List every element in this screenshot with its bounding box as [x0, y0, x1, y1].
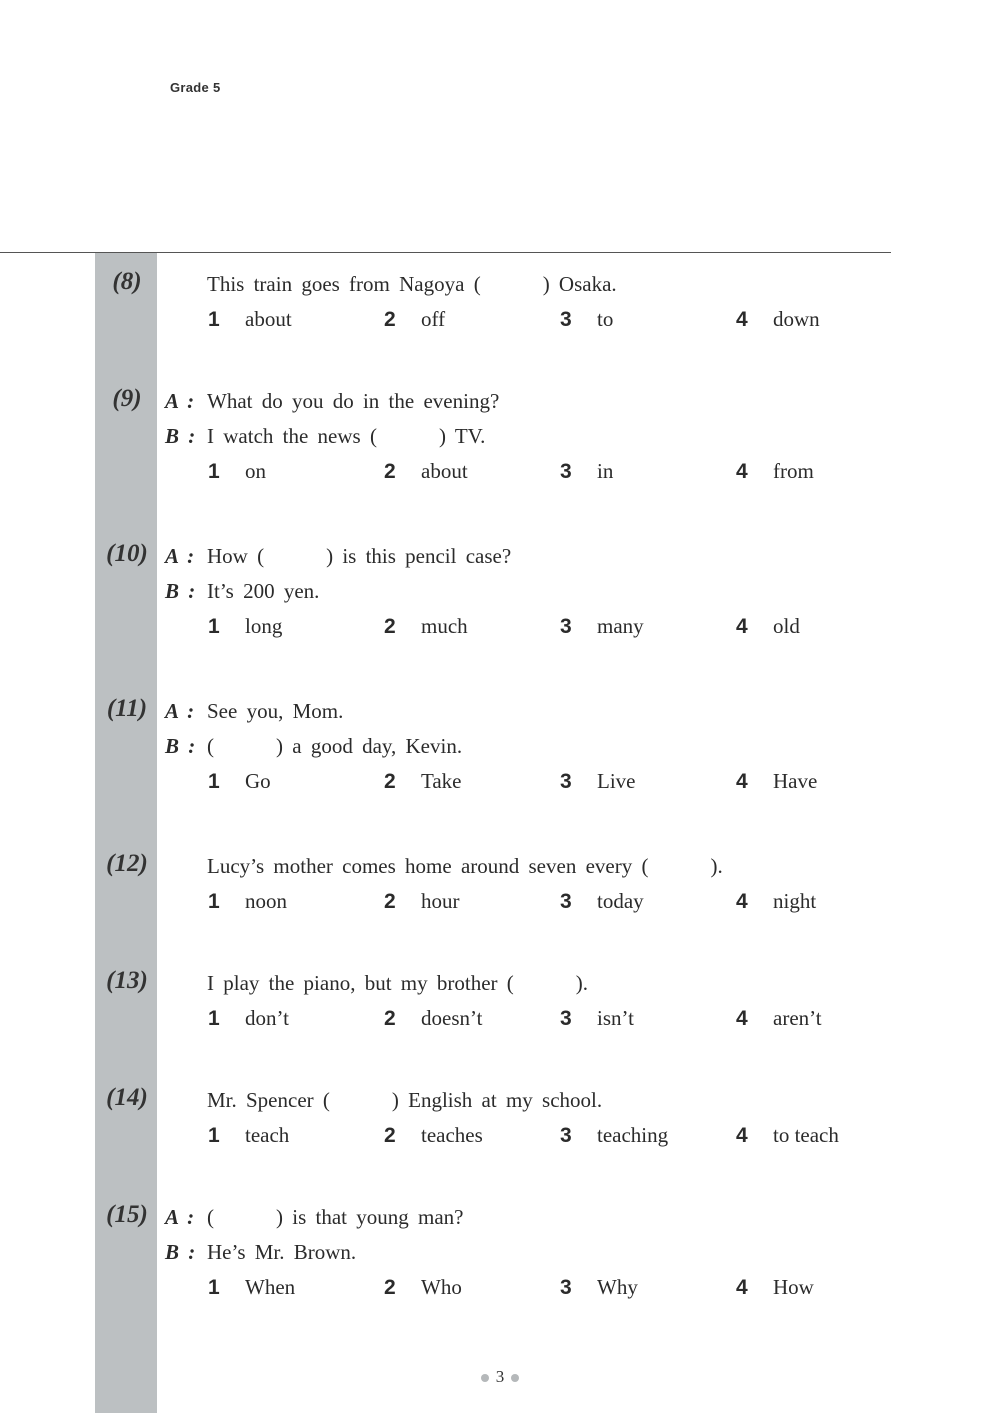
choice-text: in: [597, 459, 614, 483]
answer-choice: [384, 889, 460, 914]
question-line: [165, 1240, 356, 1270]
choice-text: to: [597, 307, 614, 331]
choice-text: old: [773, 614, 800, 638]
answer-choice: [384, 614, 468, 639]
choice-number: 1: [208, 308, 220, 331]
choice-text: Go: [245, 769, 271, 793]
answer-choice: [208, 459, 266, 484]
speaker-label: A :: [165, 1205, 195, 1229]
line-text: What do you do in the evening?: [207, 389, 500, 413]
choice-text: much: [421, 614, 468, 638]
answer-choice: [384, 459, 468, 484]
question-line: [165, 854, 723, 884]
answer-choice: [736, 1006, 822, 1031]
choice-number: 1: [208, 460, 220, 483]
line-text-after-blank: ).: [710, 854, 723, 878]
choice-number: 4: [736, 1007, 748, 1030]
line-text-after-blank: ) English at my school.: [391, 1088, 603, 1112]
question-line: [165, 734, 462, 764]
answer-choice: [736, 769, 817, 794]
question-number: (8): [112, 268, 142, 295]
question-line: [165, 424, 485, 454]
speaker-label: B :: [165, 579, 196, 603]
choice-text: doesn’t: [421, 1006, 483, 1030]
choice-text: from: [773, 459, 814, 483]
choice-number: 1: [208, 1276, 220, 1299]
line-text-before-blank: Mr. Spencer (: [207, 1088, 330, 1112]
question-number: (10): [106, 540, 148, 567]
line-text-before-blank: (: [207, 1205, 214, 1229]
choice-text: long: [245, 614, 283, 638]
choice-number: 1: [208, 770, 220, 793]
answer-choice: [560, 459, 613, 484]
question-line: [165, 1205, 463, 1235]
question-number-band: [95, 253, 157, 1413]
line-text-after-blank: ) TV.: [438, 424, 486, 448]
answer-choice: [560, 1275, 638, 1300]
answer-choice: [560, 307, 613, 332]
answer-choice: [736, 307, 820, 332]
footer-dot-right: [511, 1374, 519, 1382]
question-number: (9): [112, 385, 142, 412]
question-line: [165, 272, 617, 302]
choice-text: about: [245, 307, 292, 331]
choice-number: 1: [208, 1007, 220, 1030]
line-text-after-blank: ) is that young man?: [276, 1205, 464, 1229]
line-text-before-blank: I watch the news (: [207, 424, 377, 448]
answer-choice: [736, 459, 814, 484]
choice-number: 3: [560, 1124, 572, 1147]
question-line: [165, 1088, 602, 1118]
choice-number: 4: [736, 308, 748, 331]
choice-text: to teach: [773, 1123, 839, 1147]
choice-text: isn’t: [597, 1006, 634, 1030]
question-number: (14): [106, 1084, 148, 1111]
choice-text: Who: [421, 1275, 462, 1299]
choice-number: 3: [560, 1007, 572, 1030]
speaker-label: A :: [165, 389, 195, 413]
choice-text: on: [245, 459, 266, 483]
choice-text: How: [773, 1275, 814, 1299]
question-line: [165, 699, 343, 729]
question-number: (13): [106, 967, 148, 994]
line-text: See you, Mom.: [207, 699, 344, 723]
line-text-before-blank: Lucy’s mother comes home around seven every (: [207, 854, 649, 878]
speaker-label: A :: [165, 544, 195, 568]
line-text-after-blank: ).: [575, 971, 589, 995]
choice-number: 1: [208, 890, 220, 913]
answer-choice: [208, 1123, 289, 1148]
choice-text: aren’t: [773, 1006, 822, 1030]
choice-text: night: [773, 889, 817, 913]
answer-choice: [560, 614, 644, 639]
choice-number: 2: [384, 1276, 396, 1299]
answer-choice: [208, 1006, 289, 1031]
choice-number: 3: [560, 1276, 572, 1299]
footer-dot-left: [481, 1374, 489, 1382]
answer-choice: [736, 889, 816, 914]
choice-text: teach: [245, 1123, 290, 1147]
answer-choice: [208, 769, 271, 794]
speaker-label: B :: [165, 1240, 196, 1264]
choice-text: many: [597, 614, 644, 638]
choice-number: 3: [560, 615, 572, 638]
choice-text: hour: [421, 889, 460, 913]
answer-choice: [736, 1123, 839, 1148]
question-number: (15): [106, 1201, 148, 1228]
speaker-label: B :: [165, 424, 196, 448]
choice-number: 2: [384, 1124, 396, 1147]
choice-text: today: [597, 889, 644, 913]
answer-choice: [560, 1006, 634, 1031]
question-number: (11): [106, 695, 148, 722]
choice-number: 1: [208, 1124, 220, 1147]
answer-choice: [560, 769, 635, 794]
answer-choice: [384, 1123, 483, 1148]
answer-choice: [208, 307, 292, 332]
choice-text: noon: [245, 889, 287, 913]
choice-number: 3: [560, 460, 572, 483]
answer-choice: [736, 614, 800, 639]
choice-text: down: [773, 307, 820, 331]
answer-choice: [208, 889, 287, 914]
choice-text: Why: [597, 1275, 638, 1299]
choice-number: 4: [736, 770, 748, 793]
line-text-after-blank: ) Osaka.: [542, 272, 617, 296]
choice-text: Live: [597, 769, 636, 793]
speaker-label: A :: [165, 699, 195, 723]
answer-choice: [208, 614, 282, 639]
choice-number: 2: [384, 1007, 396, 1030]
answer-choice: [208, 1275, 295, 1300]
question-line: [165, 579, 319, 609]
answer-choice: [384, 1275, 462, 1300]
choice-text: off: [421, 307, 446, 331]
line-text: He’s Mr. Brown.: [207, 1240, 357, 1264]
question-number: (12): [106, 850, 148, 877]
choice-text: Take: [421, 769, 462, 793]
line-text-after-blank: ) a good day, Kevin.: [276, 734, 463, 758]
choice-text: teaches: [421, 1123, 483, 1147]
choice-number: 4: [736, 1124, 748, 1147]
choice-text: Have: [773, 769, 818, 793]
answer-choice: [560, 889, 644, 914]
answer-choice: [384, 1006, 482, 1031]
answer-choice: [560, 1123, 668, 1148]
speaker-label: B :: [165, 734, 196, 758]
answer-choice: [384, 307, 445, 332]
choice-number: 4: [736, 890, 748, 913]
choice-number: 2: [384, 460, 396, 483]
choice-number: 2: [384, 770, 396, 793]
question-line: [165, 544, 511, 574]
line-text-after-blank: ) is this pencil case?: [326, 544, 512, 568]
choice-number: 4: [736, 460, 748, 483]
answer-choice: [384, 769, 462, 794]
choice-text: When: [245, 1275, 296, 1299]
line-text-before-blank: This train goes from Nagoya (: [207, 272, 481, 296]
choice-text: don’t: [245, 1006, 289, 1030]
choice-number: 3: [560, 890, 572, 913]
choice-number: 2: [384, 308, 396, 331]
grade-label: Grade 5: [170, 80, 221, 95]
line-text-before-blank: (: [207, 734, 214, 758]
choice-text: teaching: [597, 1123, 669, 1147]
line-text: It’s 200 yen.: [207, 579, 320, 603]
choice-text: about: [421, 459, 468, 483]
choice-number: 1: [208, 615, 220, 638]
answer-choice: [736, 1275, 814, 1300]
choice-number: 3: [560, 770, 572, 793]
line-text-before-blank: I play the piano, but my brother (: [207, 971, 514, 995]
question-line: [165, 971, 588, 1001]
line-text-before-blank: How (: [207, 544, 265, 568]
page-footer: [470, 1367, 530, 1387]
choice-number: 2: [384, 615, 396, 638]
choice-number: 2: [384, 890, 396, 913]
page-number: 3: [495, 1367, 505, 1386]
choice-number: 4: [736, 1276, 748, 1299]
choice-number: 4: [736, 615, 748, 638]
choice-number: 3: [560, 308, 572, 331]
question-line: [165, 389, 499, 419]
